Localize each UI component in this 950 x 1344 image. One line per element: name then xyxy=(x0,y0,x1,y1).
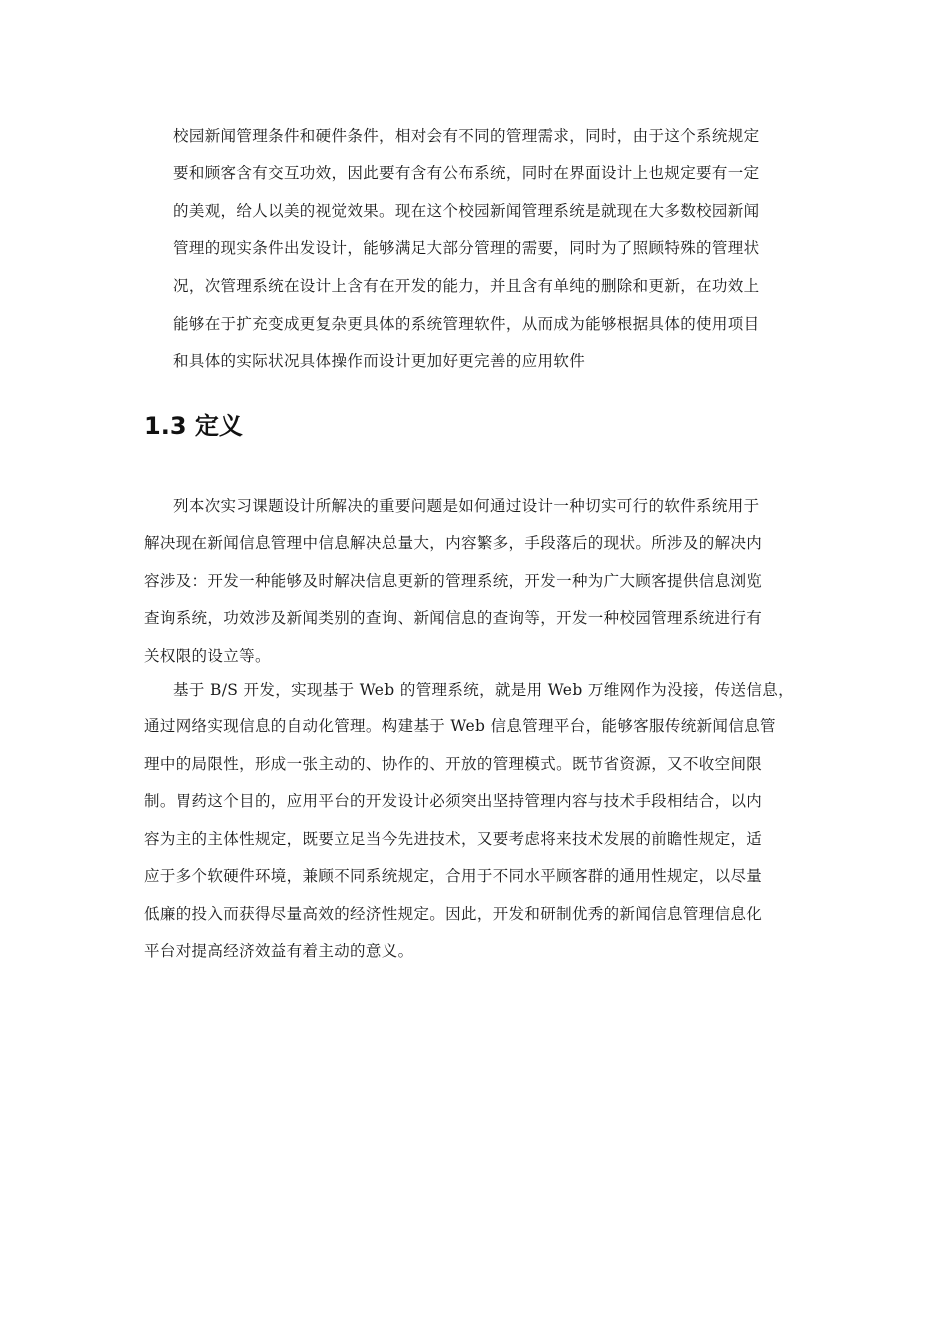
para2-line-4: 制。胃药这个目的，应用平台的开发设计必须突出坚持管理内容与技术手段相结合，以内 xyxy=(144,792,763,810)
para2-line-1: 基于 B/S 开发，实现基于 Web 的管理系统，就是用 Web 万维网作为没接，传送信息， xyxy=(173,681,794,699)
para1-line-3: 容涉及：开发一种能够及时解决信息更新的管理系统，开发一种为广大顾客提供信息浏览 xyxy=(144,572,763,590)
intro-line-1: 校园新闻管理条件和硬件条件，相对会有不同的管理需求，同时，由于这个系统规定 xyxy=(173,127,760,145)
para1-line-4: 查询系统，功效涉及新闻类别的查询、新闻信息的查询等，开发一种校园管理系统进行有 xyxy=(144,609,763,627)
para2-line-6: 应于多个软硬件环境，兼顾不同系统规定，合用于不同水平顾客群的通用性规定，以尽量 xyxy=(144,867,763,885)
intro-line-6: 能够在于扩充变成更复杂更具体的系统管理软件，从而成为能够根据具体的使用项目 xyxy=(173,315,760,333)
para2-line-8: 平台对提高经济效益有着主动的意义。 xyxy=(144,942,414,960)
intro-line-4: 管理的现实条件出发设计，能够满足大部分管理的需要，同时为了照顾特殊的管理状 xyxy=(173,239,760,257)
para2-line-7: 低廉的投入而获得尽量高效的经济性规定。因此，开发和研制优秀的新闻信息管理信息化 xyxy=(144,905,763,923)
section-heading: 1.3 定义 xyxy=(144,412,243,440)
para1-line-2: 解决现在新闻信息管理中信息解决总量大，内容繁多，手段落后的现状。所涉及的解决内 xyxy=(144,534,763,552)
intro-line-7: 和具体的实际状况具体操作而设计更加好更完善的应用软件 xyxy=(173,352,586,370)
para1-line-5: 关权限的设立等。 xyxy=(144,647,271,665)
para2-line-5: 容为主的主体性规定，既要立足当今先进技术，又要考虑将来技术发展的前瞻性规定，适 xyxy=(144,830,763,848)
para1-line-1: 列本次实习课题设计所解决的重要问题是如何通过设计一种切实可行的软件系统用于 xyxy=(173,497,760,515)
intro-line-3: 的美观，给人以美的视觉效果。现在这个校园新闻管理系统是就现在大多数校园新闻 xyxy=(173,202,760,220)
intro-line-2: 要和顾客含有交互功效，因此要有含有公布系统，同时在界面设计上也规定要有一定 xyxy=(173,164,760,182)
intro-line-5: 况，次管理系统在设计上含有在开发的能力，并且含有单纯的删除和更新，在功效上 xyxy=(173,277,760,295)
para2-line-2: 通过网络实现信息的自动化管理。构建基于 Web 信息管理平台，能够客服传统新闻信息管 xyxy=(144,717,776,735)
para2-line-3: 理中的局限性，形成一张主动的、协作的、开放的管理模式。既节省资源，又不收空间限 xyxy=(144,755,763,773)
